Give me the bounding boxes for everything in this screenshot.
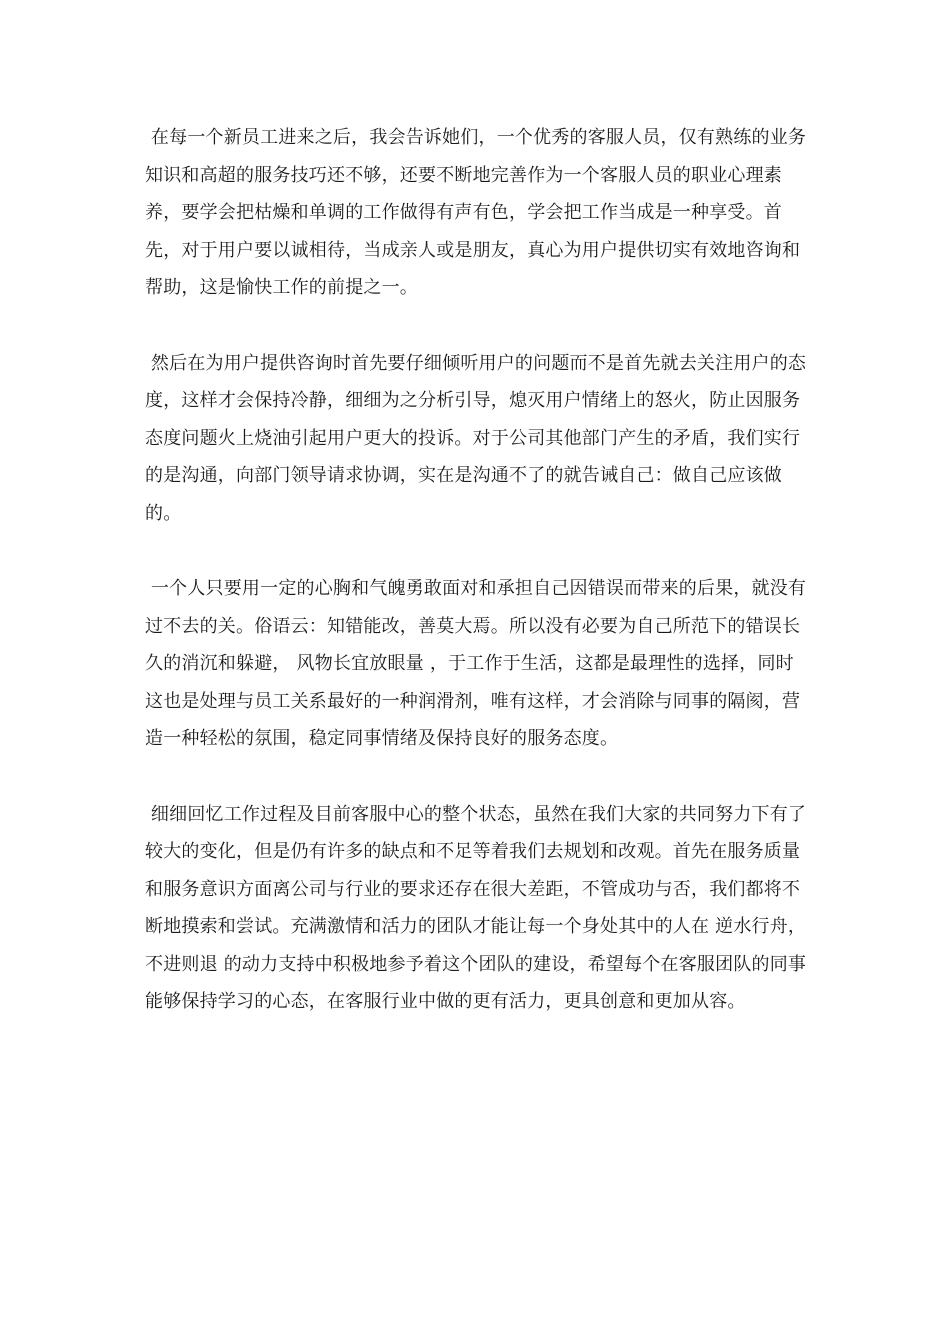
- paragraph-3: 一个人只要用一定的心胸和气魄勇敢面对和承担自己因错误而带来的后果，就没有过不去的关。俗语云：知错能改，善莫大焉。所以没有必要为自己所范下的错误长久的消沉和躲避， 风物长宜放眼量 ，于工作于生活，这都是最理性的选择，同时这也是处理与员工关系最好的一种润滑剂，唯有这样，才会消除与同事的隔阂，营造一种轻松的氛围，稳定同事情绪及保持良好的服务态度。: [145, 578, 807, 749]
- document-body: [145, 119, 810, 1059]
- paragraph-1: 在每一个新员工进来之后，我会告诉她们，一个优秀的客服人员，仅有熟练的业务知识和高超的服务技巧还不够，还要不断地完善作为一个客服人员的职业心理素养，要学会把枯燥和单调的工作做得有声有色，学会把工作当成是一种享受。首先，对于用户要以诚相待，当成亲人或是朋友，真心为用户提供切实有效地咨询和帮助，这是愉快工作的前提之一。: [145, 127, 807, 298]
- paragraph-4: 细细回忆工作过程及目前客服中心的整个状态，虽然在我们大家的共同努力下有了较大的变化，但是仍有许多的缺点和不足等着我们去规划和改观。首先在服务质量和服务意识方面离公司与行业的要求还存在很大差距，不管成功与否，我们都将不断地摸索和尝试。充满激情和活力的团队才能让每一个身处其中的人在 逆水行舟，不进则退 的动力支持中积极地参予着这个团队的建设，希望每个在客服团队的同事能够保持学习的心态，在客服行业中做的更有活力，更具创意和更加从容。: [145, 803, 807, 1012]
- paragraph-2: 然后在为用户提供咨询时首先要仔细倾听用户的问题而不是首先就去关注用户的态度，这样才会保持冷静，细细为之分析引导，熄灭用户情绪上的怒火，防止因服务态度问题火上烧油引起用户更大的投诉。对于公司其他部门产生的矛盾，我们实行的是沟通，向部门领导请求协调，实在是沟通不了的就告诫自己：做自己应该做的。: [145, 352, 807, 524]
